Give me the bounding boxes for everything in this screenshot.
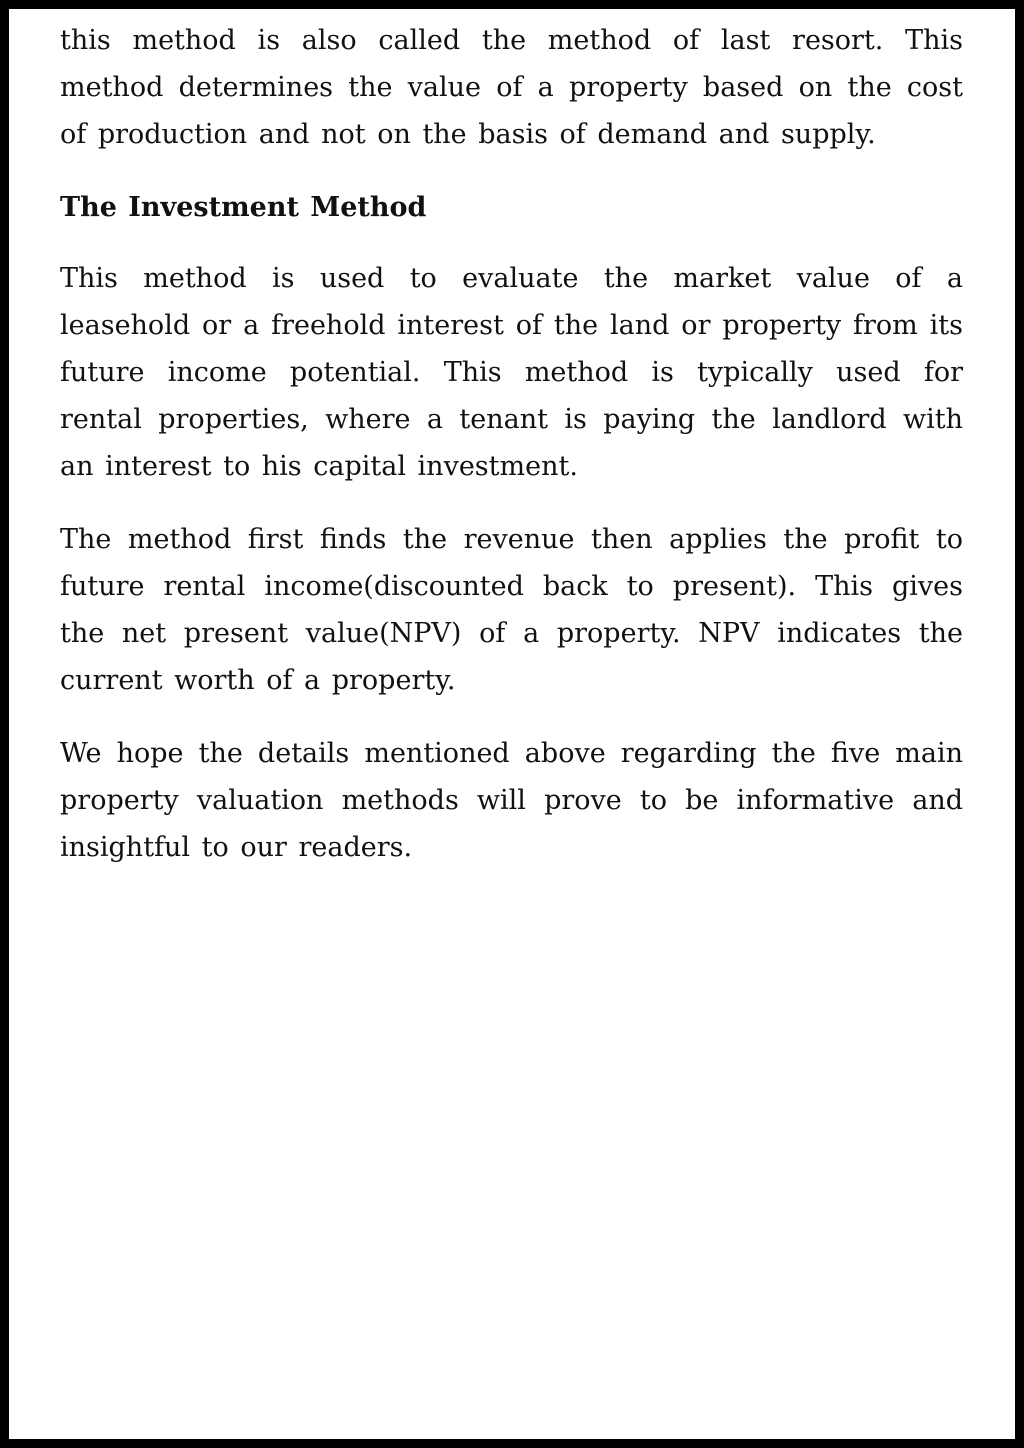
- investment-method-paragraph-2: The method first finds the revenue then applies the profit to future rental income(discounted back to present). This gives the net present value(NPV) of a property. NPV indicates the current worth of a property.: [60, 524, 963, 696]
- document-body: [60, 17, 963, 897]
- intro-paragraph: this method is also called the method of last resort. This method determines the value of a property based on the cost of production and not on the basis of demand and supply.: [60, 25, 963, 150]
- section-heading-investment-method: The Investment Method: [60, 192, 427, 223]
- investment-method-paragraph-1: This method is used to evaluate the market value of a leasehold or a freehold interest of the land or property from its future income potential. This method is typically used for rental properties, where a tenant is paying the landlord with an interest to his capital investment.: [60, 263, 963, 482]
- closing-paragraph: We hope the details mentioned above regarding the five main property valuation methods will prove to be informative and insightful to our readers.: [60, 738, 963, 863]
